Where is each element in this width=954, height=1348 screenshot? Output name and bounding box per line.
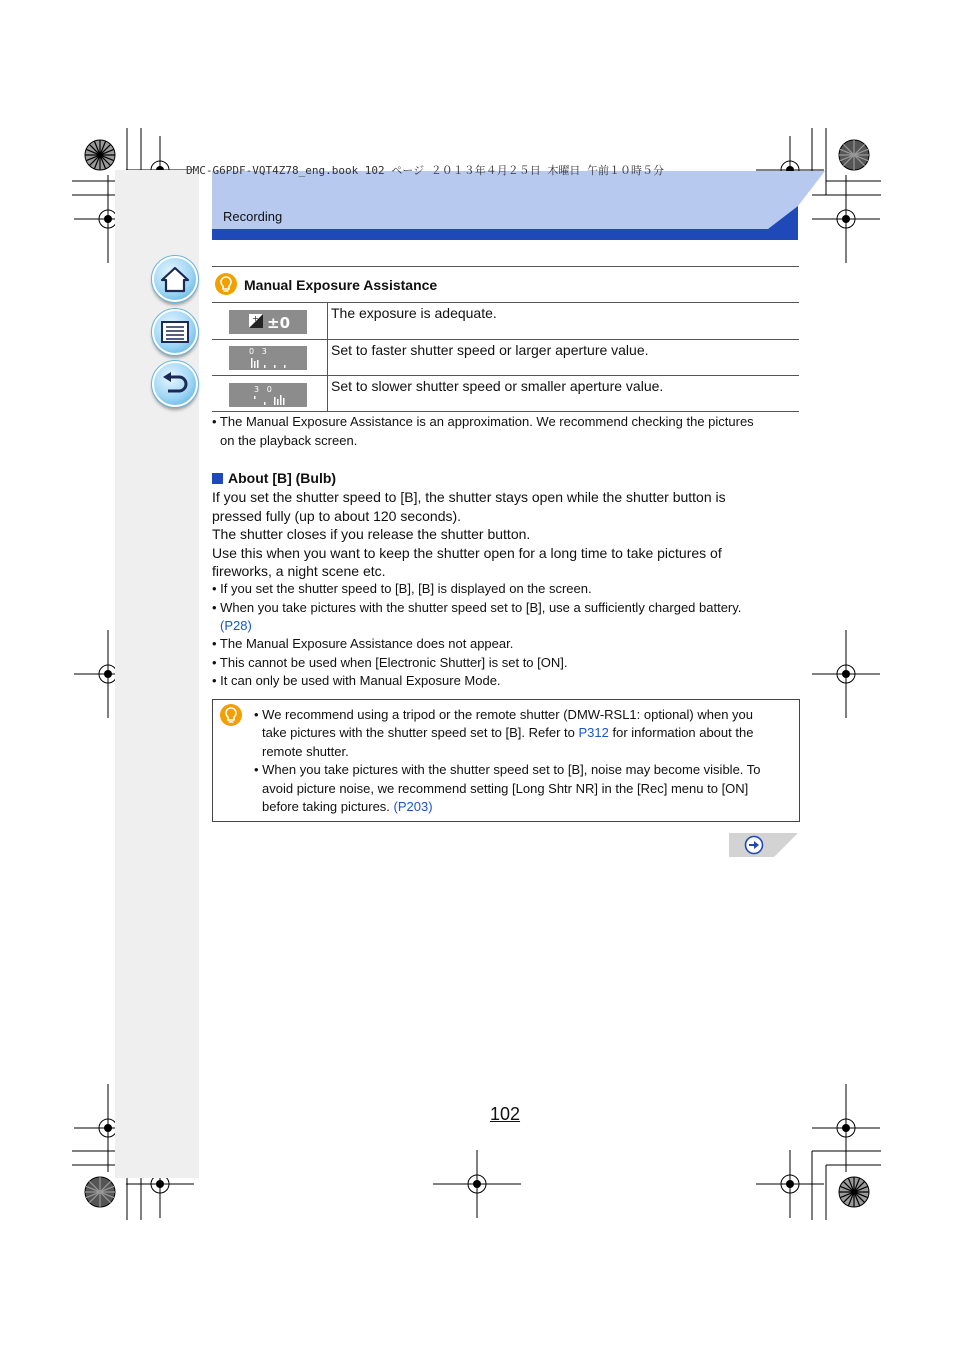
mea-row-slower-text: Set to slower shutter speed or smaller aperture value. [331, 378, 664, 394]
tip-bulb-icon [214, 272, 238, 296]
home-icon [160, 265, 190, 293]
contents-menu-button[interactable] [152, 309, 198, 355]
mea-bottom-rule [212, 411, 799, 412]
mea-row-adequate-text: The exposure is adequate. [331, 305, 497, 321]
bulb-heading: About [B] (Bulb) [228, 470, 337, 486]
tip2-line3 [262, 798, 802, 817]
back-arrow-icon [160, 371, 190, 397]
tip1-line1: • We recommend using a tripod or the remote shutter (DMW-RSL1: optional) when you [254, 707, 754, 722]
bulb-bullet-1: • If you set the shutter speed to [B], [B] is displayed on the screen. [212, 581, 592, 596]
back-button[interactable] [152, 361, 198, 407]
indicator-label-faster: 0 3 [249, 347, 267, 356]
tip2-line3-text: before taking pictures. [262, 799, 390, 814]
header-file-info: DMC-G6PDF-VQT4Z78_eng.book 102 ページ ２０１３年４月２５日 木曜日 午前１０時５分 [186, 164, 664, 177]
tip2-line1: • When you take pictures with the shutter speed set to [B], noise may become visible. To [254, 762, 761, 777]
bulb-para3-line2: fireworks, a night scene etc. [212, 563, 386, 579]
section-label: Recording [223, 209, 283, 224]
tip2-line2: avoid picture noise, we recommend setting [Long Shtr NR] in the [Rec] menu to [ON] [262, 781, 749, 796]
tip1-line2 [262, 724, 802, 743]
bulb-para2: The shutter closes if you release the shutter button. [212, 526, 531, 542]
exposure-slower-indicator [229, 383, 307, 407]
bulb-para3-line1: Use this when you want to keep the shutter open for a long time to take pictures of [212, 545, 722, 561]
link-p28[interactable]: (P28) [220, 618, 252, 633]
menu-list-icon [160, 320, 190, 344]
bulb-para1-line2: pressed fully (up to about 120 seconds). [212, 508, 462, 524]
mea-note-line1: • The Manual Exposure Assistance is an approximation. We recommend checking the pictures [212, 414, 754, 429]
page-number: 102 [490, 1104, 521, 1124]
mea-title: Manual Exposure Assistance [244, 277, 438, 293]
mea-column-divider [327, 302, 328, 411]
bulb-para1-line1: If you set the shutter speed to [B], the shutter stays open while the shutter button is [212, 489, 726, 505]
exposure-faster-indicator [229, 346, 307, 370]
link-p312[interactable]: P312 [578, 725, 609, 740]
tip1-line2-end: for information about the [612, 725, 754, 740]
bulb-bullet-5: • It can only be used with Manual Exposure Mode. [212, 673, 501, 688]
mea-top-rule [212, 266, 799, 267]
mea-row-rule-1 [212, 339, 799, 340]
indicator-label-adequate: ±0 [267, 314, 291, 332]
tip1-line2-text: take pictures with the shutter speed set to [B]. Refer to [262, 725, 575, 740]
mea-row-faster-text: Set to faster shutter speed or larger aperture value. [331, 342, 649, 358]
mea-row-rule-2 [212, 375, 799, 376]
exposure-adequate-indicator [229, 310, 307, 334]
mea-note-line2: on the playback screen. [220, 433, 358, 448]
tip-bulb-icon [219, 703, 243, 727]
bulb-bullet-3: • The Manual Exposure Assistance does not appear. [212, 636, 514, 651]
next-page-button[interactable] [729, 832, 799, 858]
tip1-line3: remote shutter. [262, 744, 349, 759]
bulb-bullet-2: • When you take pictures with the shutter speed set to [B], use a sufficiently charged battery. [212, 600, 742, 615]
home-button[interactable] [152, 256, 198, 302]
section-square-icon [212, 473, 223, 484]
mea-header-rule [212, 302, 799, 303]
bulb-bullet-4: • This cannot be used when [Electronic Shutter] is set to [ON]. [212, 655, 568, 670]
indicator-label-slower: 3 0 [254, 385, 272, 394]
header-band [212, 171, 825, 241]
link-p203[interactable]: (P203) [393, 799, 433, 814]
svg-text:+: + [252, 314, 259, 323]
